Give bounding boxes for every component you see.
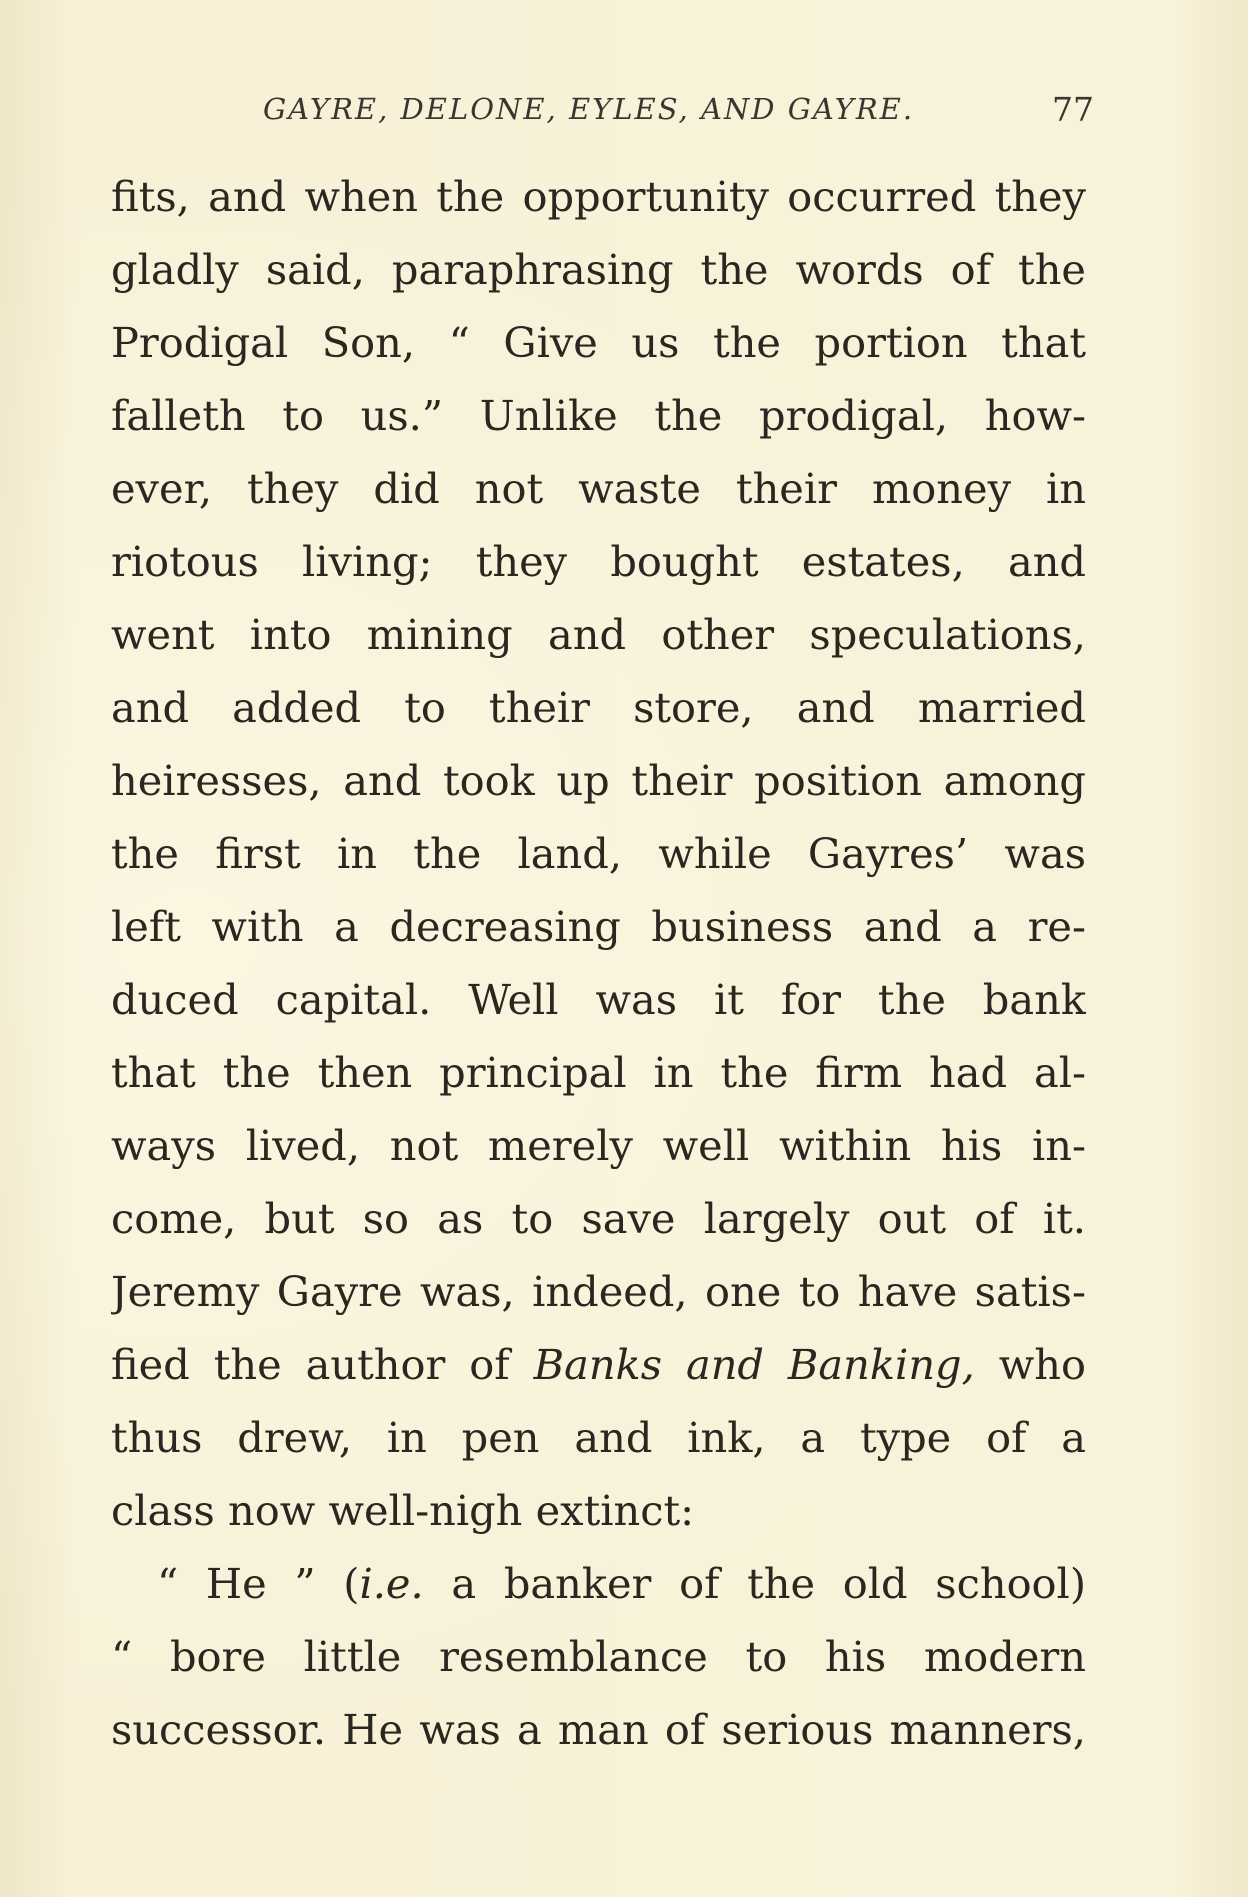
text-run: fied the author of xyxy=(111,1340,534,1389)
text-line: successor. He was a man of serious manners, xyxy=(111,1705,1086,1754)
text-line: gladly said, paraphrasing the words of the xyxy=(111,245,1086,294)
text-run: “ He ” ( xyxy=(157,1559,360,1608)
text-line: falleth to us.” Unlike the prodigal, how- xyxy=(111,391,1086,440)
text-line xyxy=(111,1328,1086,1401)
text-line: thus drew, in pen and ink, a type of a xyxy=(111,1413,1086,1462)
text-run: who xyxy=(974,1340,1086,1389)
text-line: went into mining and other speculations, xyxy=(111,610,1086,659)
page-number: 77 xyxy=(1052,90,1094,129)
text-run: a banker of the old school) xyxy=(423,1559,1086,1608)
text-line: Prodigal Son, “ Give us the portion that xyxy=(111,318,1086,367)
text-line: “ bore little resemblance to his modern xyxy=(111,1632,1086,1681)
book-title-italic: Banks and Banking, xyxy=(533,1340,975,1389)
text-line: and added to their store, and married xyxy=(111,683,1086,732)
text-line: duced capital. Well was it for the bank xyxy=(111,975,1086,1024)
text-line: Jeremy Gayre was, indeed, one to have satis- xyxy=(111,1267,1086,1316)
text-line: riotous living; they bought estates, and xyxy=(111,537,1086,586)
text-line: class now well-nigh extinct: xyxy=(111,1486,695,1535)
body-text xyxy=(111,160,1086,1766)
text-line: ever, they did not waste their money in xyxy=(111,464,1086,513)
text-line xyxy=(111,1547,1086,1620)
abbreviation-italic: i.e. xyxy=(359,1559,424,1608)
text-line: that the then principal in the firm had al- xyxy=(111,1048,1086,1097)
text-line: left with a decreasing business and a re- xyxy=(111,902,1086,951)
text-line: the first in the land, while Gayres’ was xyxy=(111,829,1086,878)
text-line: come, but so as to save largely out of it. xyxy=(111,1194,1086,1243)
text-line: ways lived, not merely well within his in- xyxy=(111,1121,1086,1170)
running-head: GAYRE, DELONE, EYLES, AND GAYRE. xyxy=(263,92,915,126)
text-line: heiresses, and took up their position among xyxy=(111,756,1086,805)
text-line: fits, and when the opportunity occurred they xyxy=(111,172,1086,221)
